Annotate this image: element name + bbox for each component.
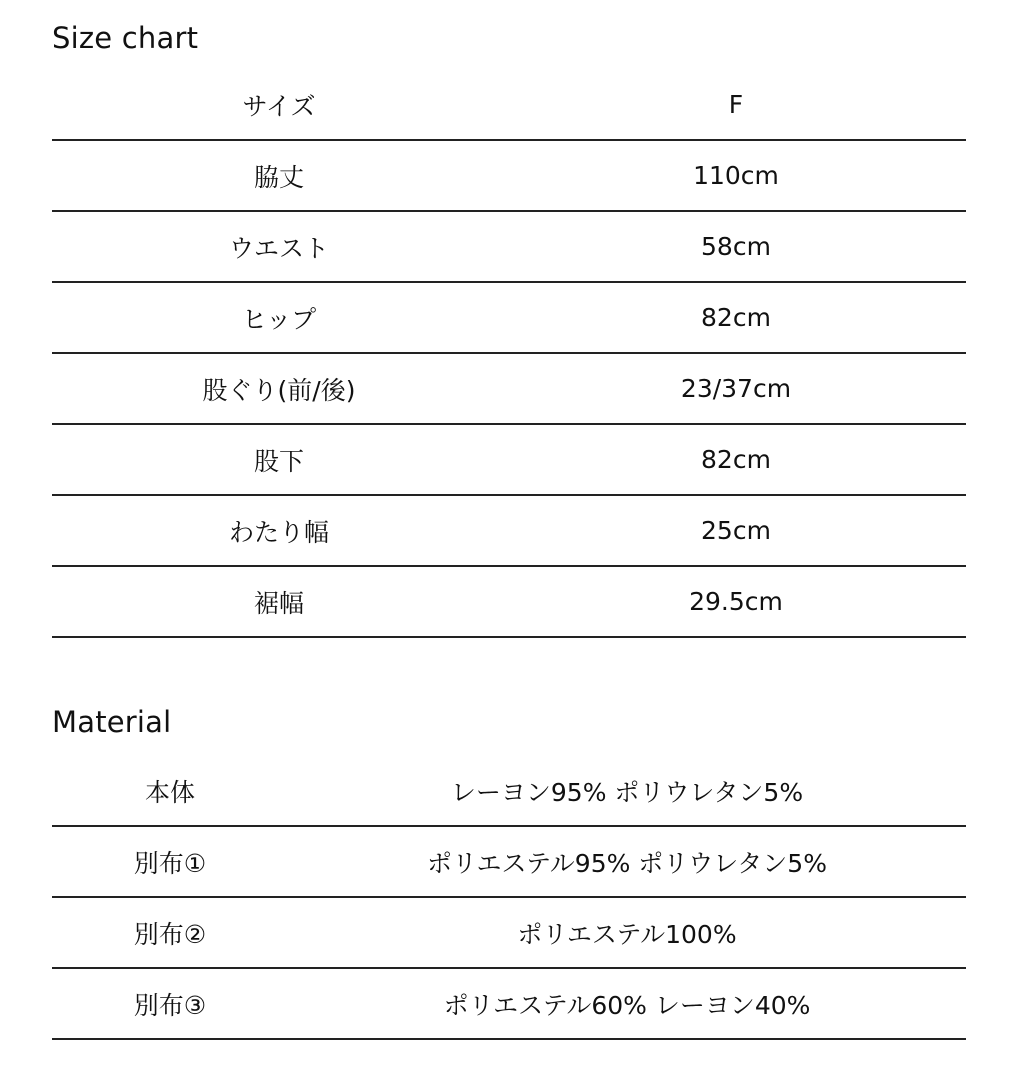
size-value: 25cm xyxy=(701,516,771,545)
size-value: 110cm xyxy=(693,161,779,190)
table-row xyxy=(52,425,966,496)
table-row xyxy=(52,898,966,969)
table-row xyxy=(52,283,966,354)
material-value: ポリエステル60% レーヨン40% xyxy=(443,990,811,1020)
size-value: 82cm xyxy=(701,303,771,332)
table-row xyxy=(52,969,966,1040)
table-row xyxy=(52,212,966,283)
material-label: 別布① xyxy=(133,848,207,878)
size-value: 23/37cm xyxy=(680,374,792,403)
size-label: 股ぐり(前/後) xyxy=(202,375,356,405)
table-row xyxy=(52,496,966,567)
size-label: わたり幅 xyxy=(228,517,329,547)
size-label: ヒップ xyxy=(241,304,317,334)
size-value: 58cm xyxy=(701,232,771,261)
material-label: 別布② xyxy=(133,919,207,949)
table-row xyxy=(52,70,966,141)
size-value: 82cm xyxy=(701,445,771,474)
material-value: ポリエステル95% ポリウレタン5% xyxy=(427,848,827,878)
size-label: 股下 xyxy=(253,446,304,476)
size-label: 脇丈 xyxy=(253,162,304,192)
table-row xyxy=(52,354,966,425)
size-value: F xyxy=(728,90,744,119)
size-label: ウエスト xyxy=(228,233,329,263)
material-label: 別布③ xyxy=(133,990,207,1020)
material-label: 本体 xyxy=(144,777,195,807)
size-value: 29.5cm xyxy=(689,587,783,616)
table-row xyxy=(52,141,966,212)
size-chart-table xyxy=(52,70,966,638)
material-table xyxy=(52,756,966,1040)
material-title: Material xyxy=(52,705,172,739)
size-label: 裾幅 xyxy=(253,588,304,618)
table-row xyxy=(52,567,966,638)
table-row xyxy=(52,827,966,898)
size-chart-title: Size chart xyxy=(52,21,199,55)
size-label: サイズ xyxy=(242,91,316,121)
table-row xyxy=(52,756,966,827)
material-value: ポリエステル100% xyxy=(517,919,737,949)
material-value: レーヨン95% ポリウレタン5% xyxy=(450,777,804,807)
